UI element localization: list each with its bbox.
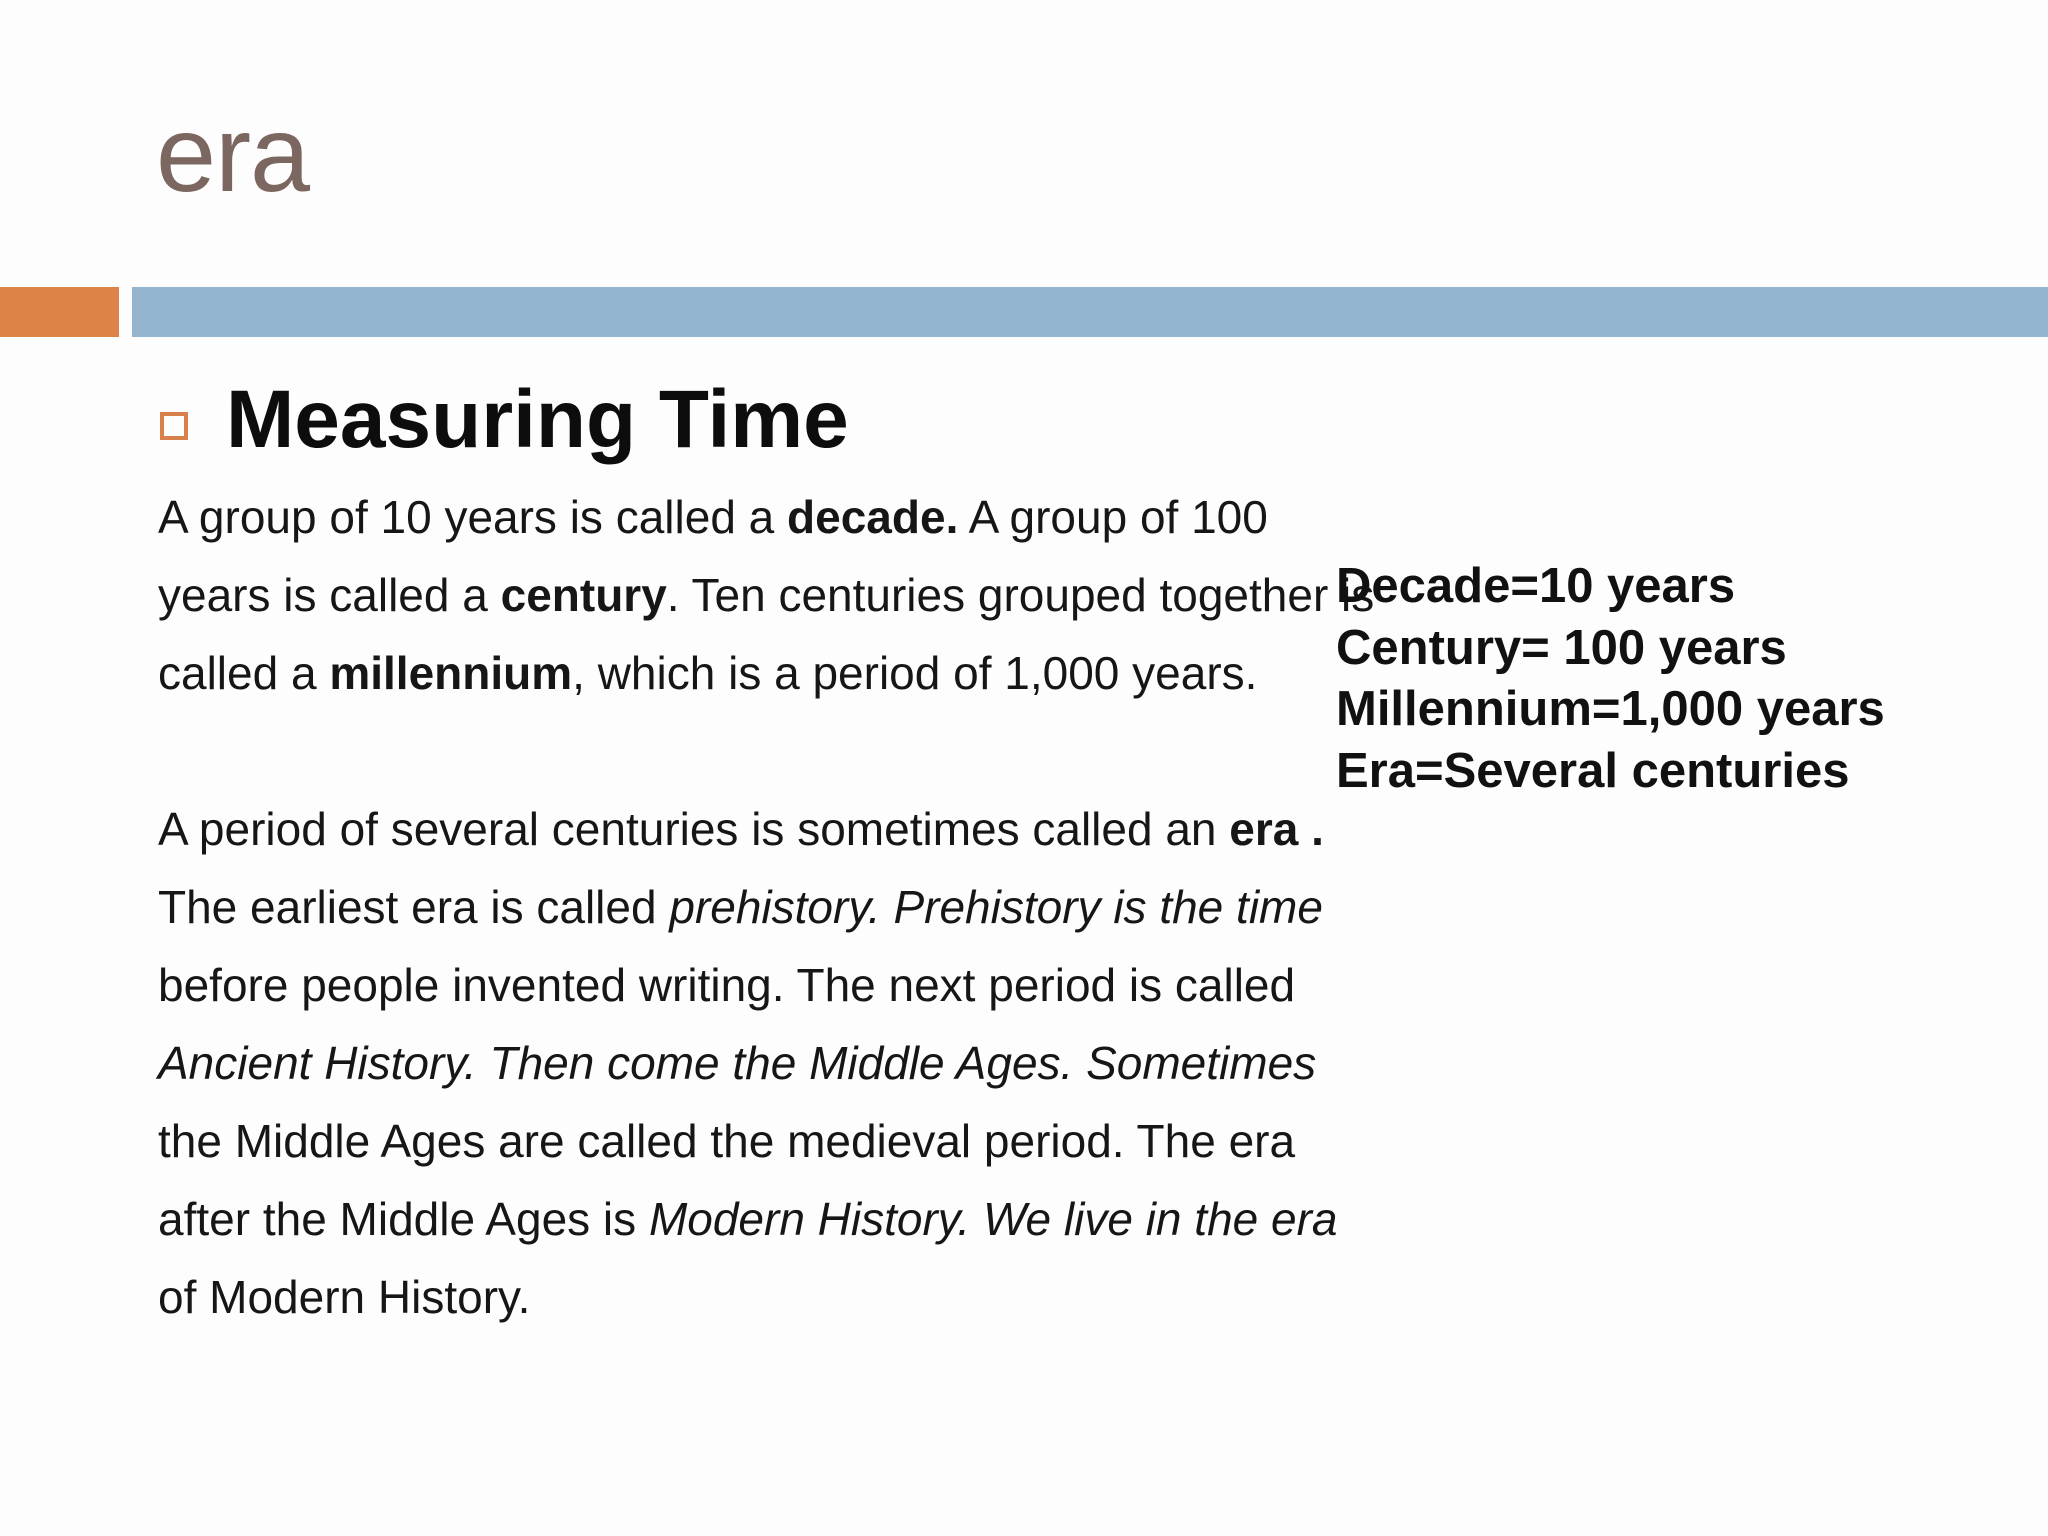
term-century: century [500,569,667,621]
paragraph-line [158,556,1418,634]
term-decade: decade. [787,491,959,543]
paragraph-line: before people invented writing. The next period is called [158,959,1296,1011]
callout-line-century: Century= 100 years [1336,620,1787,675]
text-run: The earliest era is called [158,881,670,933]
square-bullet-icon [160,412,188,440]
paragraph-line [158,634,1418,712]
term-millennium: millennium [329,647,573,699]
text-run: years is called a [158,569,501,621]
callout-line-decade: Decade=10 years [1336,559,1736,613]
paragraph-line: Ancient History. Then come the Middle Ages. Sometimes [158,1037,1317,1089]
paragraph-line: the Middle Ages are called the medieval period. The era [158,1115,1296,1167]
accent-bar-blue [132,287,2048,337]
term-era: era . [1229,803,1324,855]
text-run: A group of 10 years is called a [158,491,788,543]
section-heading: Measuring Time [226,374,849,465]
slide-title: era [156,93,310,214]
paragraph-measuring-time [158,478,1418,712]
definitions-callout [1336,556,1885,802]
text-run: A period of several centuries is sometimes called an [158,803,1230,855]
paragraph-line [158,868,1418,946]
callout-line-era: Era=Several centuries [1336,743,1850,798]
text-run-italic: prehistory. Prehistory is the time [669,881,1323,933]
accent-bar-orange [0,287,119,337]
text-run: , which is a period of 1,000 years. [572,647,1258,699]
paragraph-line: of Modern History. [158,1271,531,1323]
text-run: called a [158,647,330,699]
text-run: . Ten centuries grouped together is [666,569,1375,621]
heading-row [160,375,849,465]
paragraph-line [158,478,1418,556]
text-run: A group of 100 [958,491,1268,543]
paragraph-line [158,1180,1418,1258]
paragraph-line [158,790,1418,868]
callout-line-millennium: Millennium=1,000 years [1336,682,1885,736]
text-run: after the Middle Ages is [158,1193,649,1245]
text-run-italic: Modern History. We live in the era [648,1193,1338,1245]
paragraph-eras [158,790,1418,1336]
